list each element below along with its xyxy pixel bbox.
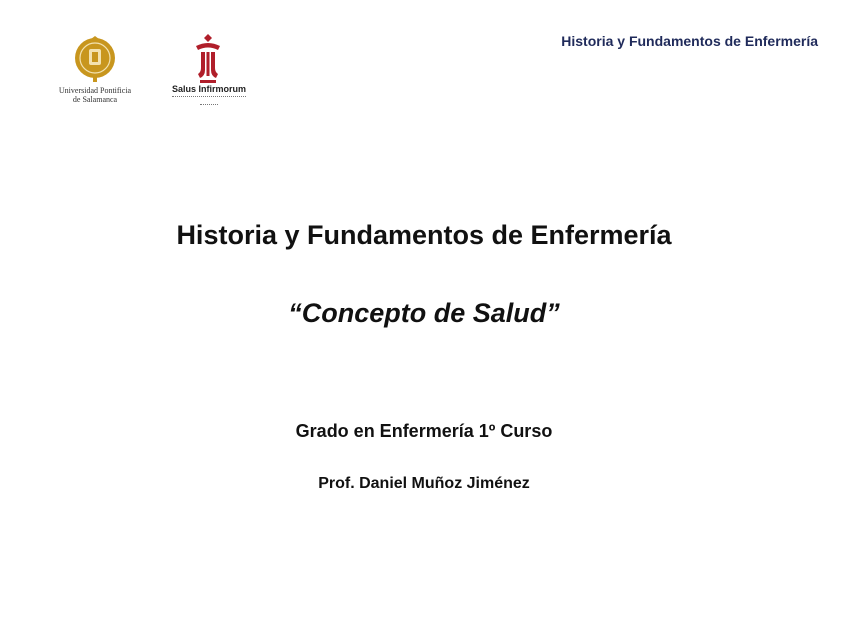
professor-line: Prof. Daniel Muñoz Jiménez	[318, 475, 530, 492]
school-tagline-line-short	[200, 104, 218, 107]
university-caption	[50, 86, 140, 104]
university-logo	[50, 34, 140, 114]
university-caption-line1: Universidad Pontificia	[58, 86, 132, 95]
school-tagline-line	[172, 96, 246, 99]
header-title: Historia y Fundamentos de Enfermería	[561, 33, 818, 49]
degree-line: Grado en Enfermería 1º Curso	[295, 421, 553, 441]
salus-infirmorum-emblem-icon	[192, 34, 224, 84]
slide-title: Historia y Fundamentos de Enfermería	[176, 220, 672, 250]
university-caption-line2: de Salamanca	[72, 95, 118, 104]
slide-subtitle: “Concepto de Salud”	[288, 298, 560, 328]
school-name: Salus Infirmorum	[171, 84, 246, 94]
university-seal-icon	[72, 34, 118, 84]
school-logo	[166, 34, 252, 114]
